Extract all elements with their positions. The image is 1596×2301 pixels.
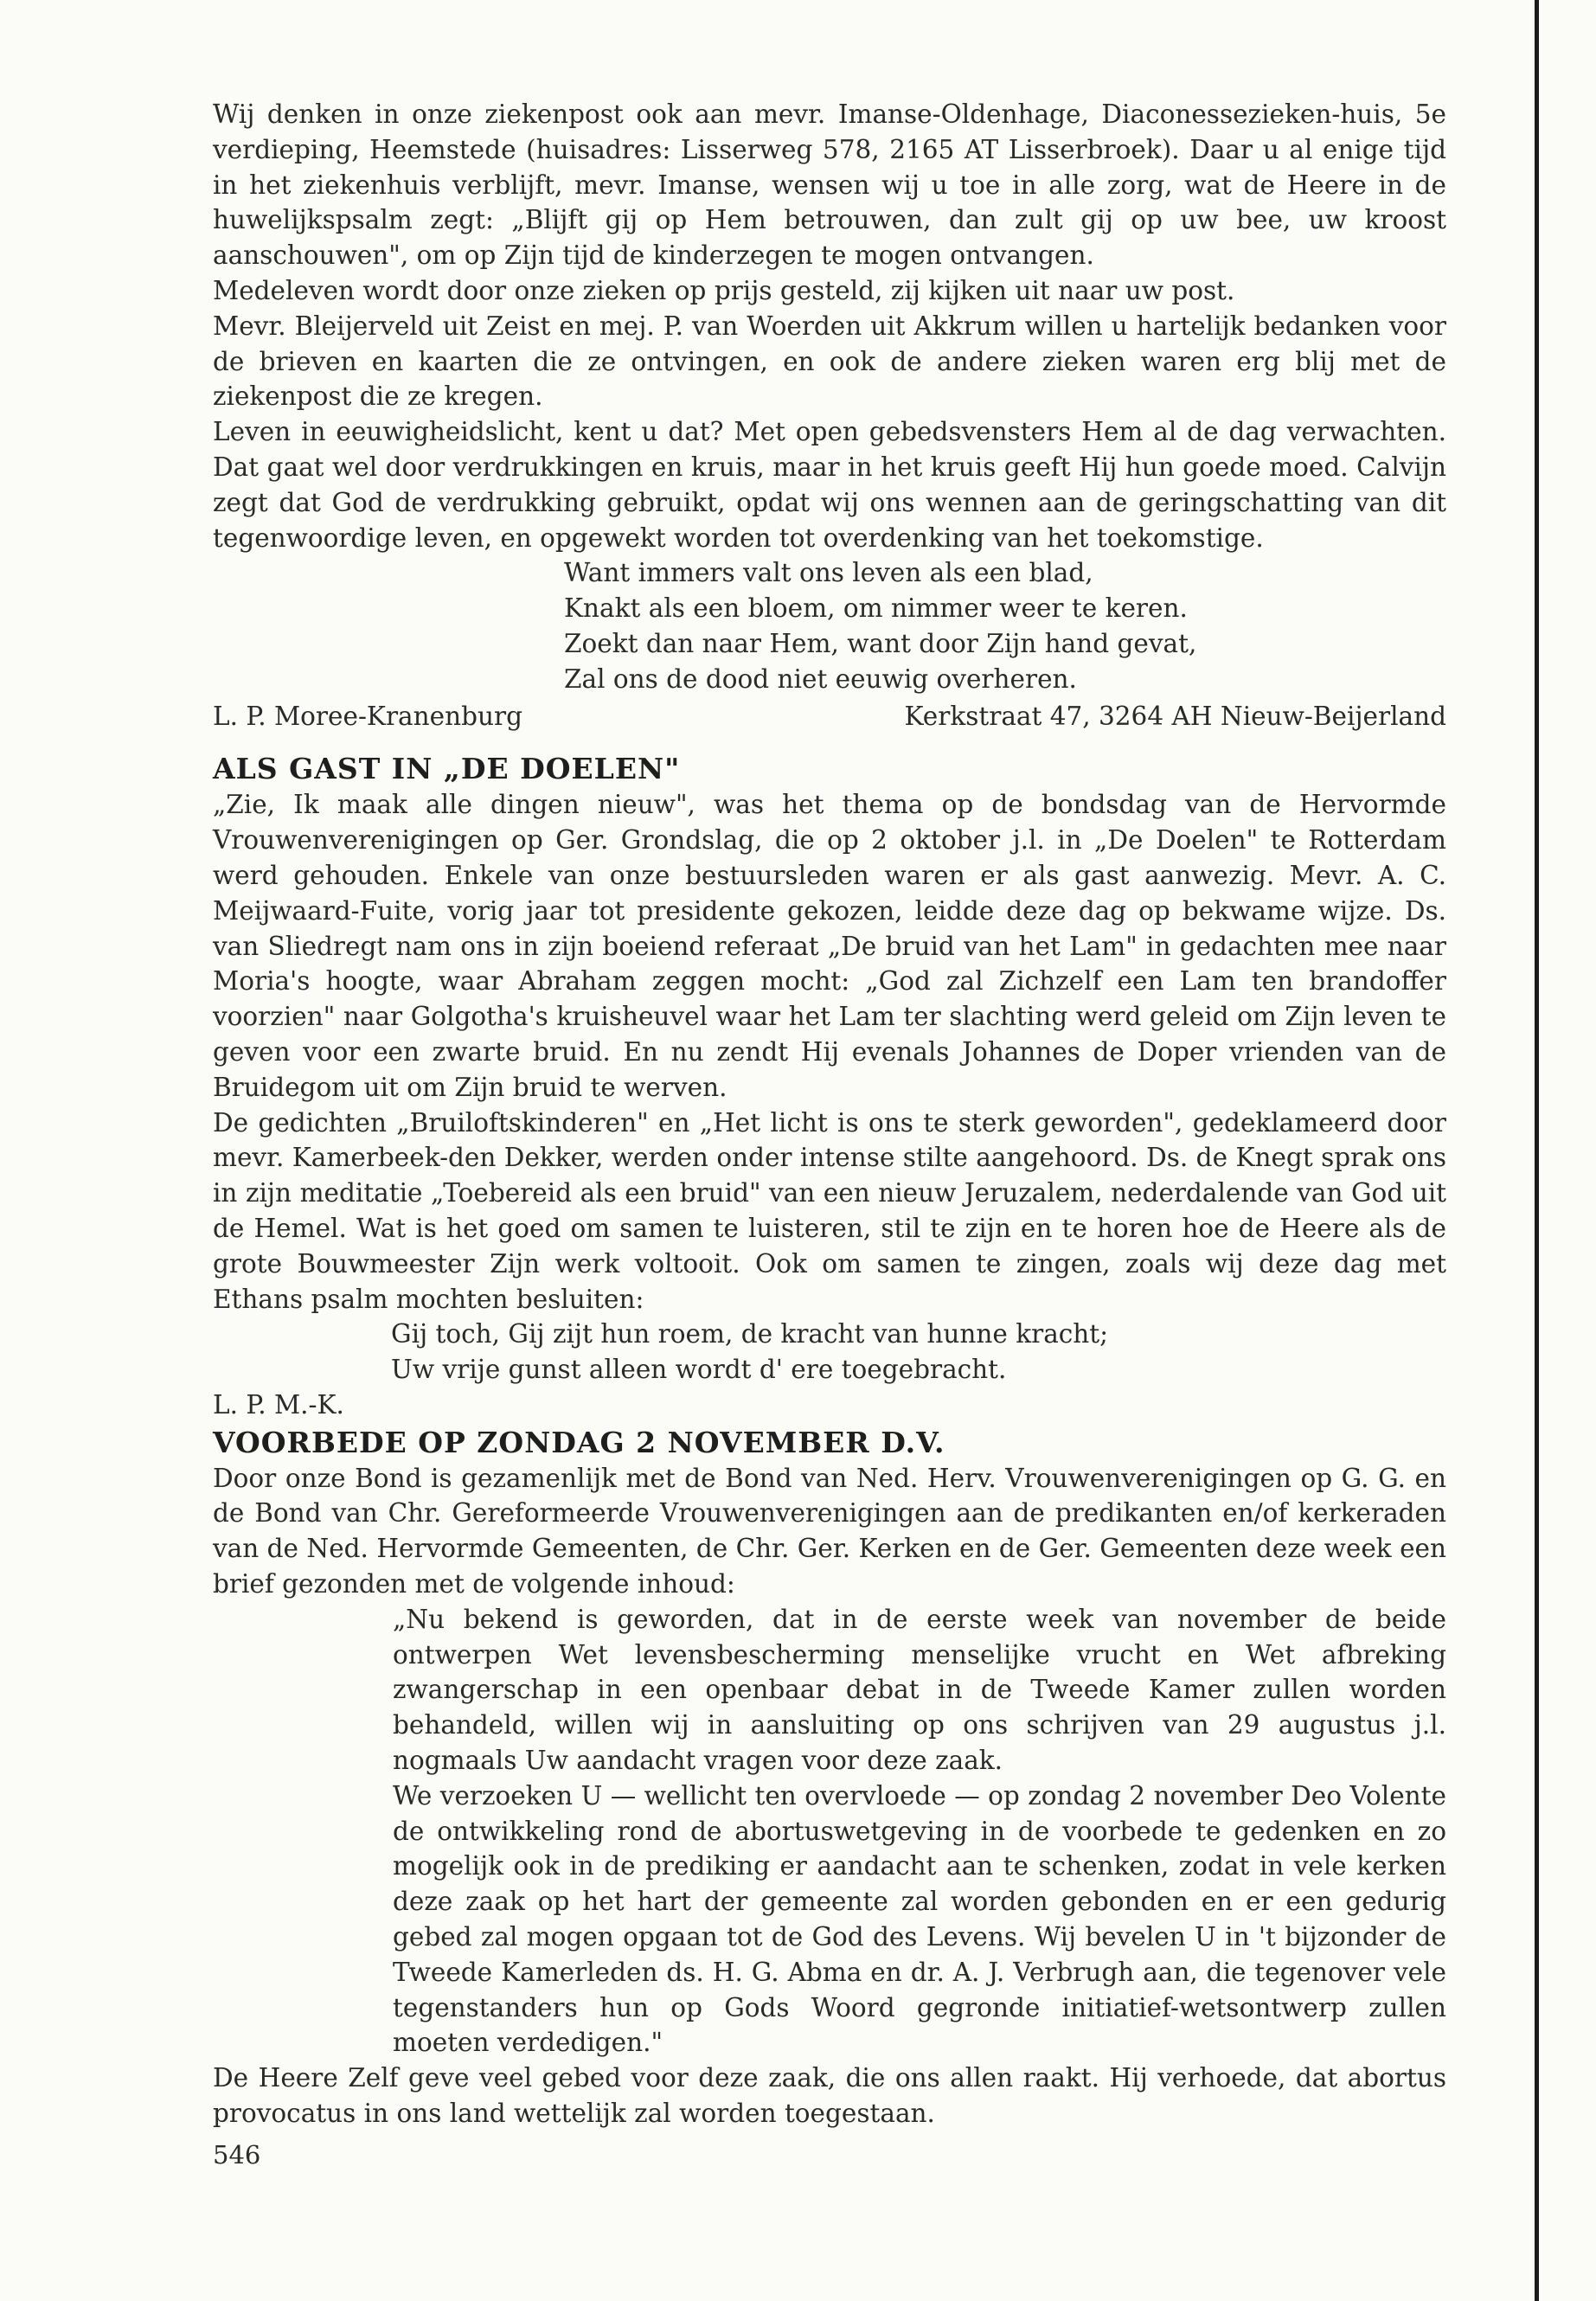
- signature-address: Kerkstraat 47, 3264 AH Nieuw-Beijerland: [904, 701, 1446, 731]
- paragraph: Wij denken in onze ziekenpost ook aan mevr. Imanse-Oldenhage, Diaconessezieken-huis, 5e verdieping, Heemstede (huisadres: Lisserweg 578, 2165 AT Lisserbroek). Daar u al enige tijd in het ziekenhuis verblijft, mevr. Imanse, wensen wij u toe in alle zorg, wat de Heere in de huwelijkspsalm zegt: „Blijft gij op Hem betrouwen, dan zult gij op uw bee, uw kroost aanschouwen", om op Zijn tijd de kinderzegen te mogen ontvangen.: [213, 99, 1446, 271]
- poem-line: Zal ons de dood niet eeuwig overheren.: [564, 663, 1077, 694]
- section-heading: VOORBEDE OP ZONDAG 2 NOVEMBER D.V.: [213, 1425, 945, 1459]
- paragraph: Leven in eeuwigheidslicht, kent u dat? Met open gebedsvensters Hem al de dag verwachten. Dat gaat wel door verdrukkingen en kruis, maar in het kruis geeft Hij hun goede moed. Calvijn zegt dat God de verdrukking gebruikt, opdat wij ons wennen aan de geringschatting van dit tegenwoordige leven, en opgewekt worden tot overdenking van het toekomstige.: [213, 417, 1446, 553]
- poem-line: Gij toch, Gij zijt hun roem, de kracht van hunne kracht;: [391, 1319, 1109, 1349]
- signature: L. P. M.-K.: [213, 1389, 344, 1420]
- poem-line: Knakt als een bloem, om nimmer weer te keren.: [564, 593, 1188, 624]
- page-number: 546: [213, 2140, 261, 2170]
- right-margin-rule: [1535, 0, 1539, 2301]
- paragraph: Mevr. Bleijerveld uit Zeist en mej. P. van Woerden uit Akkrum willen u hartelijk bedanken voor de brieven en kaarten die ze ontvingen, en ook de andere zieken waren erg blij met de ziekenpost die ze kregen.: [213, 311, 1446, 412]
- paragraph: Door onze Bond is gezamenlijk met de Bond van Ned. Herv. Vrouwenverenigingen op G. G. en de Bond van Chr. Gereformeerde Vrouwenverenigingen aan de predikanten en/of kerkeraden van de Ned. Hervormde Gemeenten, de Chr. Ger. Kerken en de Ger. Gemeenten deze week een brief gezonden met de volgende inhoud:: [213, 1463, 1446, 1599]
- paragraph: De Heere Zelf geve veel gebed voor deze zaak, die ons allen raakt. Hij verhoede, dat abortus provocatus in ons land wettelijk zal worden toegestaan.: [213, 2063, 1446, 2129]
- paragraph: De gedichten „Bruiloftskinderen" en „Het licht is ons te sterk geworden", gedeklameerd door mevr. Kamerbeek-den Dekker, werden onder intense stilte aangehoord. Ds. de Knegt sprak ons in zijn meditatie „Toebereid als een bruid" van een nieuw Jeruzalem, nederdalende van God uit de Hemel. Wat is het goed om samen te luisteren, stil te zijn en te horen hoe de Heere als de grote Bouwmeester Zijn werk voltooit. Ook om samen te zingen, zoals wij deze dag met Ethans psalm mochten besluiten:: [213, 1107, 1446, 1314]
- paragraph: Medeleven wordt door onze zieken op prijs gesteld, zij kijken uit naar uw post.: [213, 275, 1235, 305]
- quote-paragraph: We verzoeken U — wellicht ten overvloede — op zondag 2 november Deo Volente de ontwikkeling rond de abortuswetgeving in de voorbede te gedenken en zo mogelijk ook in de prediking er aandacht aan te schenken, zodat in vele kerken deze zaak op het hart der gemeente zal worden gebonden en er een gedurig gebed zal mogen opgaan tot de God des Levens. Wij bevelen U in 't bijzonder de Tweede Kamerleden ds. H. G. Abma en dr. A. J. Verbrugh aan, die tegenover vele tegenstanders hun op Gods Woord gegronde initiatief-wetsontwerp zullen moeten verdedigen.": [393, 1780, 1446, 2058]
- poem-line: Want immers valt ons leven als een blad,: [564, 558, 1093, 588]
- poem: [564, 555, 1446, 696]
- article-page: [213, 97, 1446, 2131]
- voorbede-section: [213, 1425, 1446, 2131]
- signature-name: L. P. Moree-Kranenburg: [213, 701, 522, 731]
- de-doelen-section: [213, 751, 1446, 1422]
- section-heading: ALS GAST IN „DE DOELEN": [213, 752, 681, 786]
- quote-paragraph: „Nu bekend is geworden, dat in de eerste week van november de beide ontwerpen Wet levensbescherming menselijke vrucht en Wet afbreking zwangerschap in een openbaar debat in de Tweede Kamer zullen worden behandeld, willen wij in aansluiting op ons schrijven van 29 augustus j.l. nogmaals Uw aandacht vragen voor deze zaak.: [393, 1604, 1446, 1776]
- poem-line: Uw vrije gunst alleen wordt d' ere toegebracht.: [391, 1355, 1007, 1385]
- sick-post-section: [213, 97, 1446, 734]
- poem: [391, 1317, 1446, 1388]
- paragraph: „Zie, Ik maak alle dingen nieuw", was het thema op de bondsdag van de Hervormde Vrouwenverenigingen op Ger. Grondslag, die op 2 oktober j.l. in „De Doelen" te Rotterdam werd gehouden. Enkele van onze bestuursleden waren er als gast aanwezig. Mevr. A. C. Meijwaard-Fuite, vorig jaar tot presidente gekozen, leidde deze dag op bekwame wijze. Ds. van Sliedregt nam ons in zijn boeiend referaat „De bruid van het Lam" in gedachten mee naar Moria's hoogte, waar Abraham zeggen mocht: „God zal Zichzelf een Lam ten brandoffer voorzien" naar Golgotha's kruisheuvel waar het Lam ter slachting werd geleid om Zijn leven te geven voor een zwarte bruid. En nu zendt Hij evenals Johannes de Doper vrienden van de Bruidegom uit om Zijn bruid te werven.: [213, 790, 1446, 1102]
- signature-row: [213, 699, 1446, 734]
- letter-quote: [393, 1602, 1446, 2061]
- poem-line: Zoekt dan naar Hem, want door Zijn hand gevat,: [564, 628, 1197, 658]
